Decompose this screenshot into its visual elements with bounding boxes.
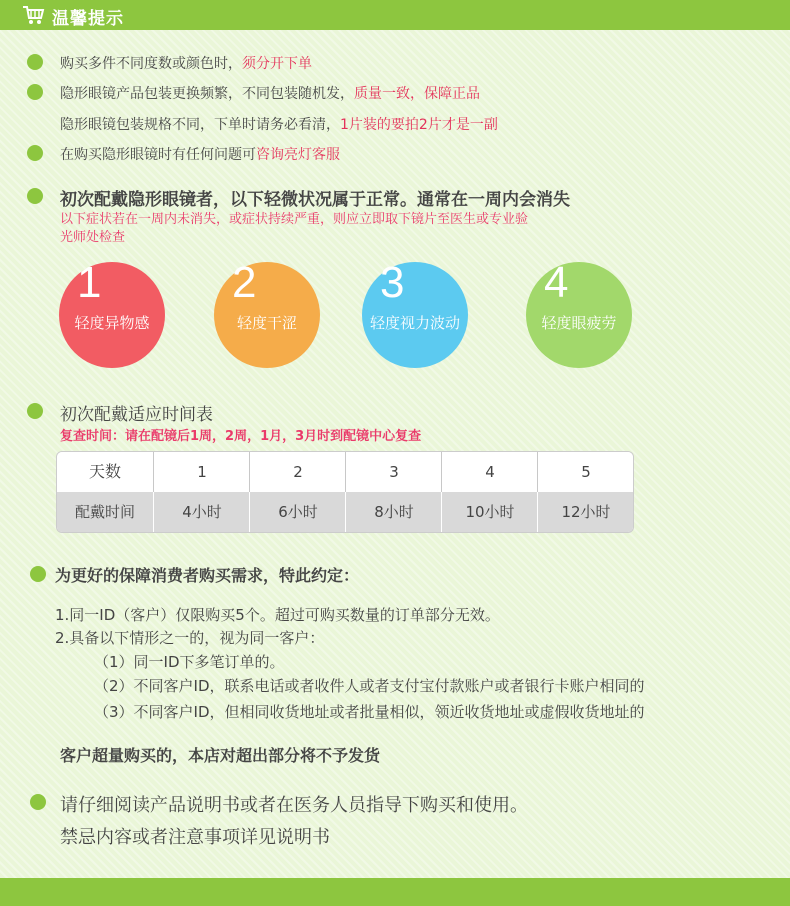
notice-line [60,83,480,103]
notice-line [60,144,340,164]
schedule-table [56,451,634,533]
notice-highlight: 1片装的要拍2片才是一副 [340,117,498,133]
symptom-circle-1 [59,258,165,368]
schedule-heading: 初次配戴适应时间表 [60,405,213,425]
bullet-dot [27,54,43,70]
symptom-label: 轻度视力波动 [369,314,460,332]
notice-highlight: 须分开下单 [242,56,312,72]
symptom-label: 轻度异物感 [74,314,150,332]
table-cell: 12小时 [537,492,634,532]
table-header-cell: 天数 [88,462,121,481]
agreement-closing: 客户超量购买的，本店对超出部分将不予发货 [60,746,381,765]
agreement-rule: 2.具备以下情形之一的，视为同一客户： [55,629,325,647]
notice-line [60,114,498,134]
symptom-number: 4 [544,258,569,307]
table-row [57,452,633,492]
bullet-dot [30,794,46,810]
table-header-cell: 配戴时间 [74,503,135,521]
header-title: 温馨提示 [52,9,124,29]
symptoms-warning: 光师处检查 [60,230,126,245]
symptoms-heading: 初次配戴隐形眼镜者，以下轻微状况属于正常。通常在一周内会消失 [60,190,570,210]
agreement-rule: 1.同一ID（客户）仅限购买5个。超过可购买数量的订单部分无效。 [55,606,500,624]
bullet-dot [27,188,43,204]
agreement-case: （2）不同客户ID，联系电话或者收件人或者支付宝付款账户或者银行卡账户相同的 [94,677,645,695]
final-line: 请仔细阅读产品说明书或者在医务人员指导下购买和使用。 [60,795,528,816]
footer-bar [0,878,790,906]
table-cell: 4 [441,452,538,492]
symptom-circle-2 [214,258,320,368]
header-bar [0,0,790,30]
symptom-circle-4 [526,258,632,368]
final-line: 禁忌内容或者注意事项详见说明书 [60,827,330,848]
symptom-number: 2 [232,258,257,307]
symptom-circle-3 [362,258,468,368]
bullet-dot [27,403,43,419]
agreement-case: （3）不同客户ID，但相同收货地址或者批量相似，领近收货地址或虚假收货地址的 [94,703,645,721]
notice-highlight: 咨询亮灯客服 [256,147,340,163]
table-cell: 4小时 [153,492,250,532]
table-cell: 10小时 [441,492,538,532]
bullet-dot [30,566,46,582]
notice-text: 隐形眼镜产品包装更换频繁，不同包装随机发， [60,86,354,102]
symptoms-warning: 以下症状若在一周内未消失，或症状持续严重，则应立即取下镜片至医生或专业验 [60,212,529,227]
table-cell: 5 [537,452,634,492]
bullet-dot [27,84,43,100]
notice-text: 在购买隐形眼镜时有任何问题可 [60,147,256,163]
table-row [57,492,633,532]
table-cell: 8小时 [345,492,442,532]
symptom-number: 1 [77,258,102,307]
agreement-case: （1）同一ID下多笔订单的。 [94,653,285,671]
symptom-number: 3 [380,258,405,307]
symptom-label: 轻度干涩 [236,314,297,332]
table-cell: 3 [345,452,442,492]
table-cell: 6小时 [249,492,346,532]
notice-text: 隐形眼镜包装规格不同，下单时请务必看清， [60,117,340,133]
agreement-heading: 为更好的保障消费者购买需求，特此约定： [55,566,360,585]
notice-highlight: 质量一致，保障正品 [354,86,480,102]
notice-line [60,53,312,73]
schedule-subtitle: 复查时间：请在配镜后1周，2周，1月，3月时到配镜中心复查 [60,429,422,444]
notice-text: 购买多件不同度数或颜色时， [60,56,242,72]
symptom-label: 轻度眼疲劳 [541,314,617,332]
bullet-dot [27,145,43,161]
table-cell: 1 [153,452,250,492]
cart-icon [22,5,46,25]
table-cell: 2 [249,452,346,492]
